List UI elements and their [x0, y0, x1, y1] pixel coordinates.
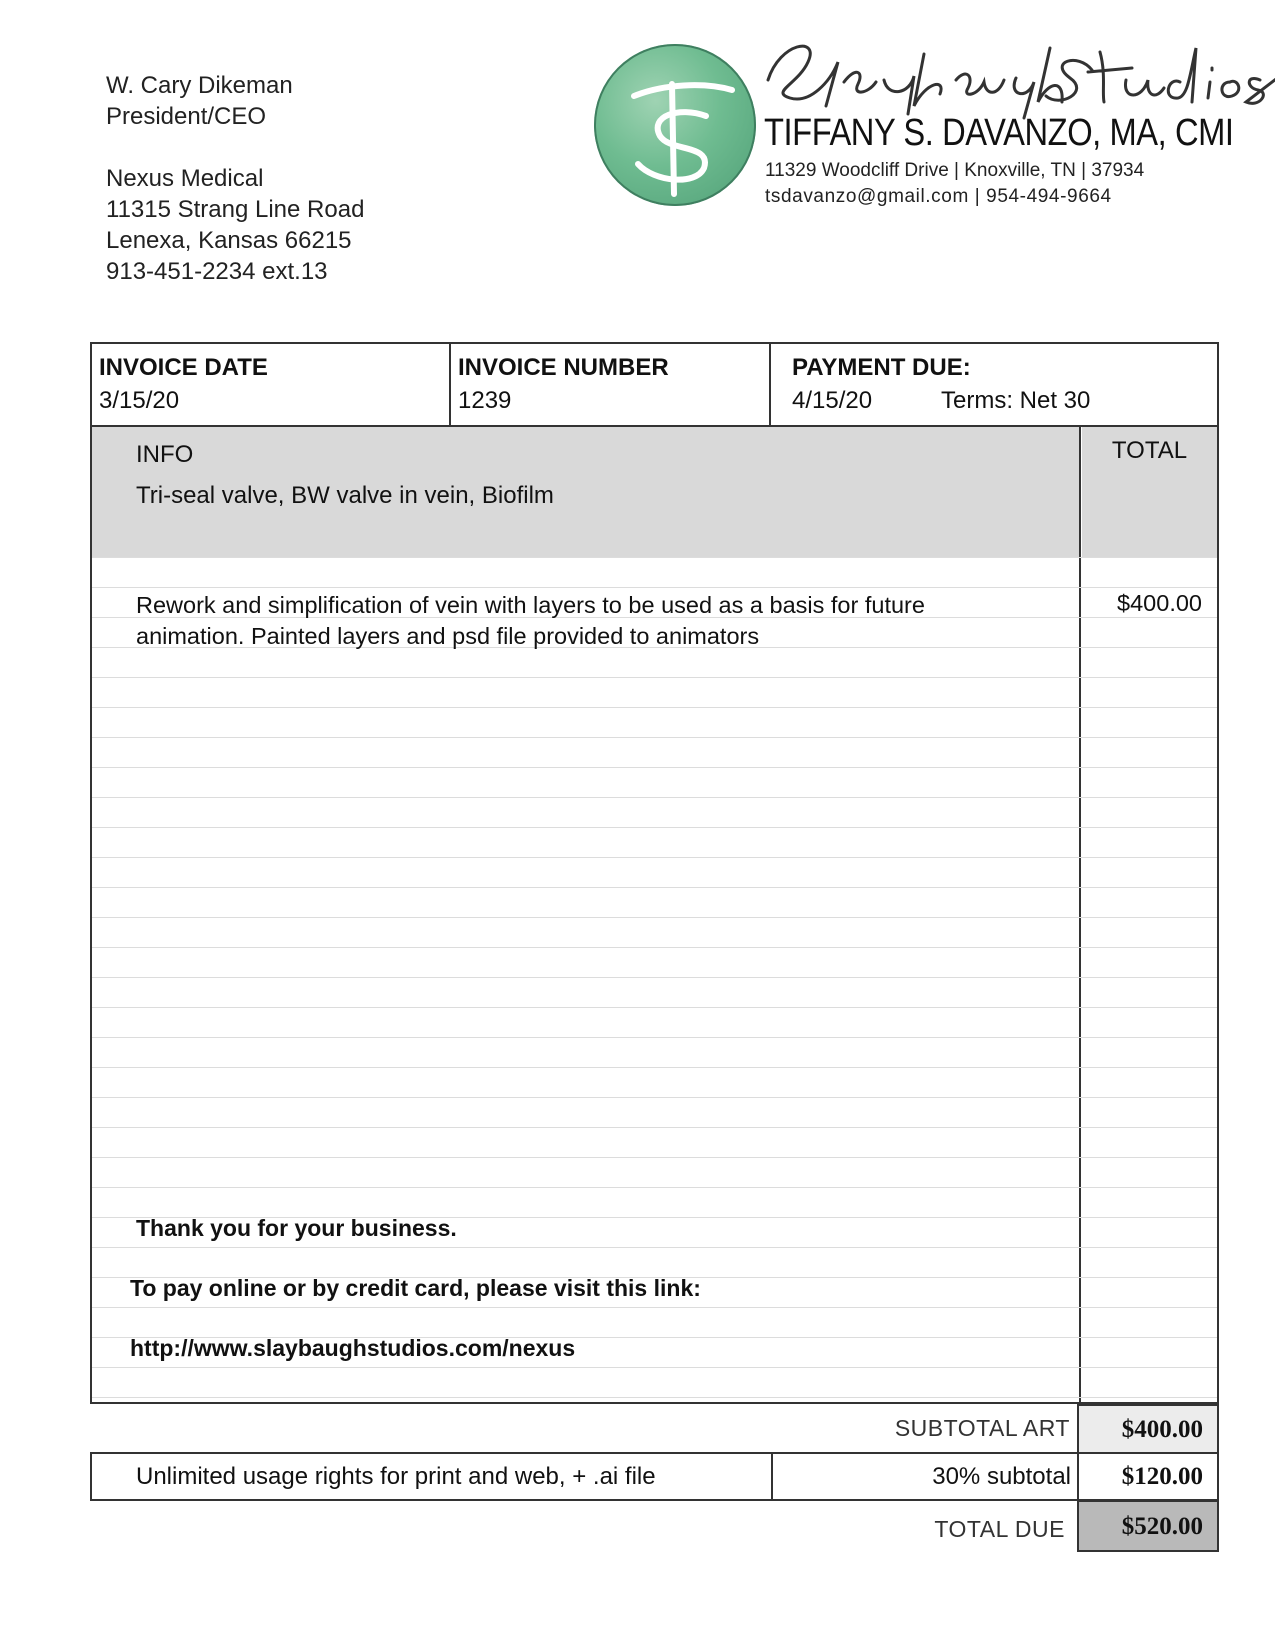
studio-contact: tsdavanzo@gmail.com | 954-494-9664: [765, 186, 1112, 207]
ledger-rule: [92, 887, 1217, 888]
client-street: 11315 Strang Line Road: [106, 196, 365, 223]
pay-online-note: To pay online or by credit card, please visit this link:: [130, 1275, 701, 1301]
line-item-desc-line1: Rework and simplification of vein with layers to be used as a basis for future: [136, 592, 925, 618]
ledger-rule: [92, 677, 1217, 678]
line-item-desc-line2: animation. Painted layers and psd file provided to animators: [136, 623, 760, 649]
ledger-rule: [92, 767, 1217, 768]
invoice-number-cell: [451, 344, 771, 425]
ledger-rule: [92, 557, 1217, 558]
ledger-rule: [92, 1157, 1217, 1158]
invoice-number-value: 1239: [458, 387, 512, 414]
studio-person-name: TIFFANY S. DAVANZO, MA, CMI: [764, 112, 1234, 154]
usage-pct-label: 30% subtotal: [932, 1463, 1071, 1490]
ledger-rule: [92, 1037, 1217, 1038]
line-item-amount: $400.00: [1117, 590, 1202, 616]
ledger-rule: [92, 1247, 1217, 1248]
ledger-rule: [92, 1307, 1217, 1308]
ledger-rule: [92, 947, 1217, 948]
total-due-amount: $520.00: [1121, 1513, 1203, 1540]
client-title: President/CEO: [106, 103, 267, 130]
ledger-rule: [92, 1067, 1217, 1068]
thank-you-note: Thank you for your business.: [136, 1215, 457, 1241]
studio-script-logo: [760, 22, 1275, 122]
ledger-rule: [92, 707, 1217, 708]
ledger-rule: [92, 737, 1217, 738]
client-name: W. Cary Dikeman: [106, 72, 293, 99]
invoice-header-table: [90, 342, 1219, 427]
client-phone: 913-451-2234 ext.13: [106, 258, 328, 285]
studio-logo-icon: [594, 44, 756, 206]
total-column-divider: [1079, 427, 1081, 1402]
studio-address: 11329 Woodcliff Drive | Knoxville, TN | 37934: [765, 160, 1145, 181]
invoice-date-label: INVOICE DATE: [99, 354, 268, 381]
ledger-rule: [92, 977, 1217, 978]
payment-due-label: PAYMENT DUE:: [792, 354, 971, 381]
ledger-rule: [92, 797, 1217, 798]
ledger-rule: [92, 1127, 1217, 1128]
invoice-number-label: INVOICE NUMBER: [458, 354, 669, 381]
line-item-description: [136, 590, 1036, 652]
payment-due-date: 4/15/20: [792, 387, 873, 414]
invoice-date-value: 3/15/20: [99, 387, 180, 414]
bill-to-block: [106, 70, 364, 287]
info-text: Tri-seal valve, BW valve in vein, Biofilm: [136, 482, 554, 509]
client-city: Lenexa, Kansas 66215: [106, 227, 352, 254]
usage-rights-text: Unlimited usage rights for print and web, + .ai file: [136, 1463, 656, 1490]
usage-rights-row: [90, 1452, 1219, 1501]
payment-terms: Terms: Net 30: [941, 387, 1091, 414]
total-due-box: [1077, 1500, 1219, 1552]
ledger-rule: [92, 917, 1217, 918]
subtotal-box: [1077, 1404, 1219, 1454]
ledger-rule: [92, 587, 1217, 588]
ts-monogram-icon: [594, 44, 756, 206]
usage-amount: $120.00: [1121, 1463, 1203, 1490]
payment-due-cell: [771, 344, 1217, 425]
ledger-rule: [92, 1397, 1217, 1398]
client-company: Nexus Medical: [106, 165, 264, 192]
subtotal-amount: $400.00: [1121, 1416, 1203, 1443]
ledger-rule: [92, 827, 1217, 828]
ledger-rule: [92, 857, 1217, 858]
ledger-rule: [92, 1367, 1217, 1368]
subtotal-label: SUBTOTAL ART: [894, 1415, 1070, 1441]
ledger-rule: [92, 1007, 1217, 1008]
info-label: INFO: [136, 441, 194, 468]
ledger-rule: [92, 1097, 1217, 1098]
payment-link[interactable]: http://www.slaybaughstudios.com/nexus: [130, 1335, 576, 1361]
total-column-header: TOTAL: [1111, 437, 1188, 464]
ledger-rule: [92, 1187, 1217, 1188]
total-due-label: TOTAL DUE: [934, 1516, 1065, 1542]
invoice-date-cell: [92, 344, 451, 425]
line-items-table: [90, 427, 1219, 1404]
